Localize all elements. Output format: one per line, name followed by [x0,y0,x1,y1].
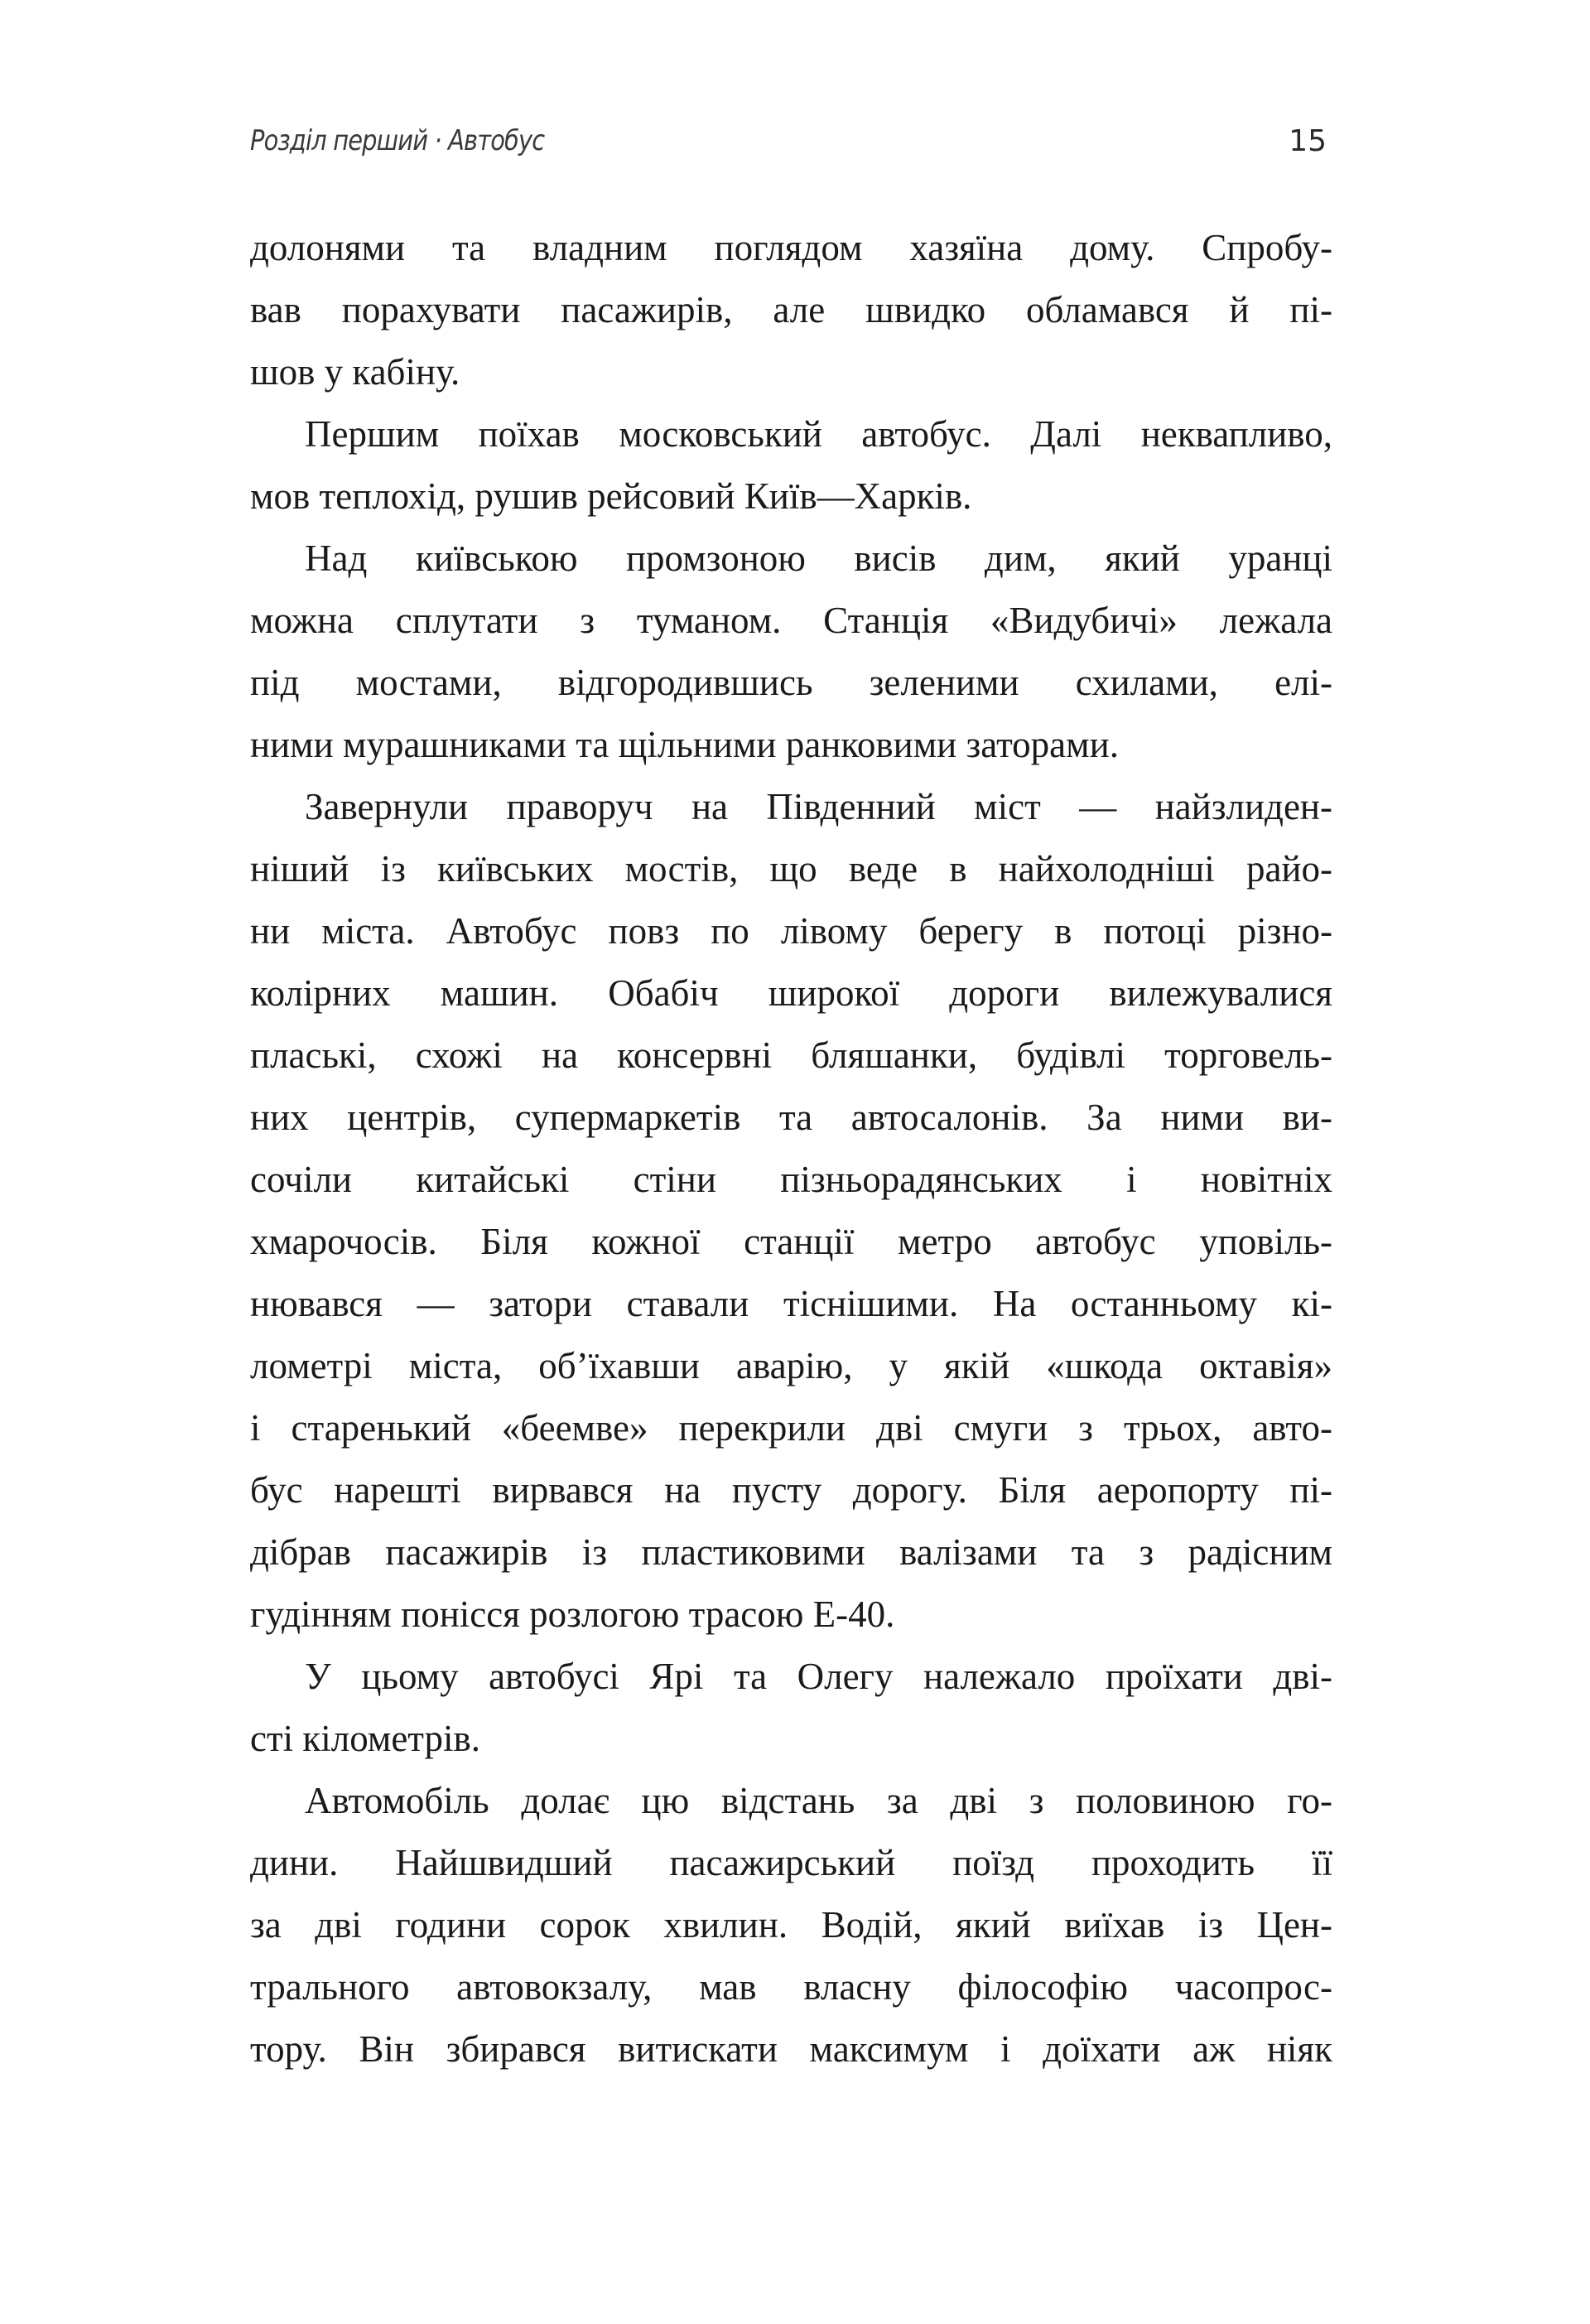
text-line: вав порахувати пасажирів, але швидко обламався й пі- [250,289,1332,330]
text-line: тору. Він збирався витискати максимум і доїхати аж ніяк [250,2028,1332,2070]
running-head: Розділ перший · Автобус [250,124,545,157]
text-line: ніший із київських мостів, що веде в найхолодніші райо- [250,848,1332,890]
text-line: Над київською промзоною висів дим, який уранці [305,538,1332,579]
text-line: сочіли китайські стіни пізньорадянських і новітніх [250,1159,1332,1200]
text-line: ни міста. Автобус повз по лівому берегу в потоці різно- [250,910,1332,952]
paragraph [250,776,1332,1646]
text-line: бус нарешті вирвався на пусту дорогу. Біля аеропорту пі- [250,1469,1332,1511]
body-text [250,217,1332,2081]
text-line: них центрів, супермаркетів та автосалонів. За ними ви- [250,1097,1332,1138]
text-line: дини. Найшвидший пасажирський поїзд проходить її [250,1842,1332,1883]
paragraph [250,403,1332,528]
text-line: нювався — затори ставали тіснішими. На останньому кі- [250,1283,1332,1324]
text-line: мов теплохід, рушив рейсовий Київ—Харків. [250,475,972,517]
page-number: 15 [1289,124,1327,158]
text-line: плаські, схожі на консервні бляшанки, будівлі торговель- [250,1034,1332,1076]
paragraph [250,1770,1332,2081]
text-line: У цьому автобусі Ярі та Олегу належало проїхати дві- [305,1656,1332,1697]
text-line: за дві години сорок хвилин. Водій, який виїхав із Цен- [250,1904,1332,1946]
paragraph [250,1646,1332,1770]
paragraph [250,217,1332,403]
text-line: і старенький «беемве» перекрили дві смуги з трьох, авто- [250,1407,1332,1449]
text-line: під мостами, відгородившись зеленими схилами, елі- [250,662,1332,703]
text-line: Автомобіль долає цю відстань за дві з половиною го- [305,1780,1332,1821]
text-line: гудінням понісся розлогою трасою Е-40. [250,1594,895,1635]
text-line: колірних машин. Обабіч широкої дороги вилежувалися [250,972,1332,1014]
text-line: дібрав пасажирів із пластиковими валізами та з радісним [250,1531,1332,1573]
text-line: ними мурашниками та щільними ранковими заторами. [250,724,1119,765]
text-line: Завернули праворуч на Південний міст — найзлиден- [305,786,1332,827]
text-line: трального автовокзалу, мав власну філософію часопрос- [250,1966,1332,2008]
paragraph [250,528,1332,776]
text-line: хмарочосів. Біля кожної станції метро автобус уповіль- [250,1221,1332,1262]
text-line: лометрі міста, об’їхавши аварію, у якій «шкода октавія» [250,1345,1332,1386]
text-line: сті кілометрів. [250,1718,481,1759]
text-line: Першим поїхав московський автобус. Далі неквапливо, [305,413,1332,455]
text-line: шов у кабіну. [250,351,460,393]
text-line: долонями та владним поглядом хазяїна дому. Спробу- [250,227,1332,268]
text-line: можна сплутати з туманом. Станція «Видубичі» лежала [250,600,1332,641]
